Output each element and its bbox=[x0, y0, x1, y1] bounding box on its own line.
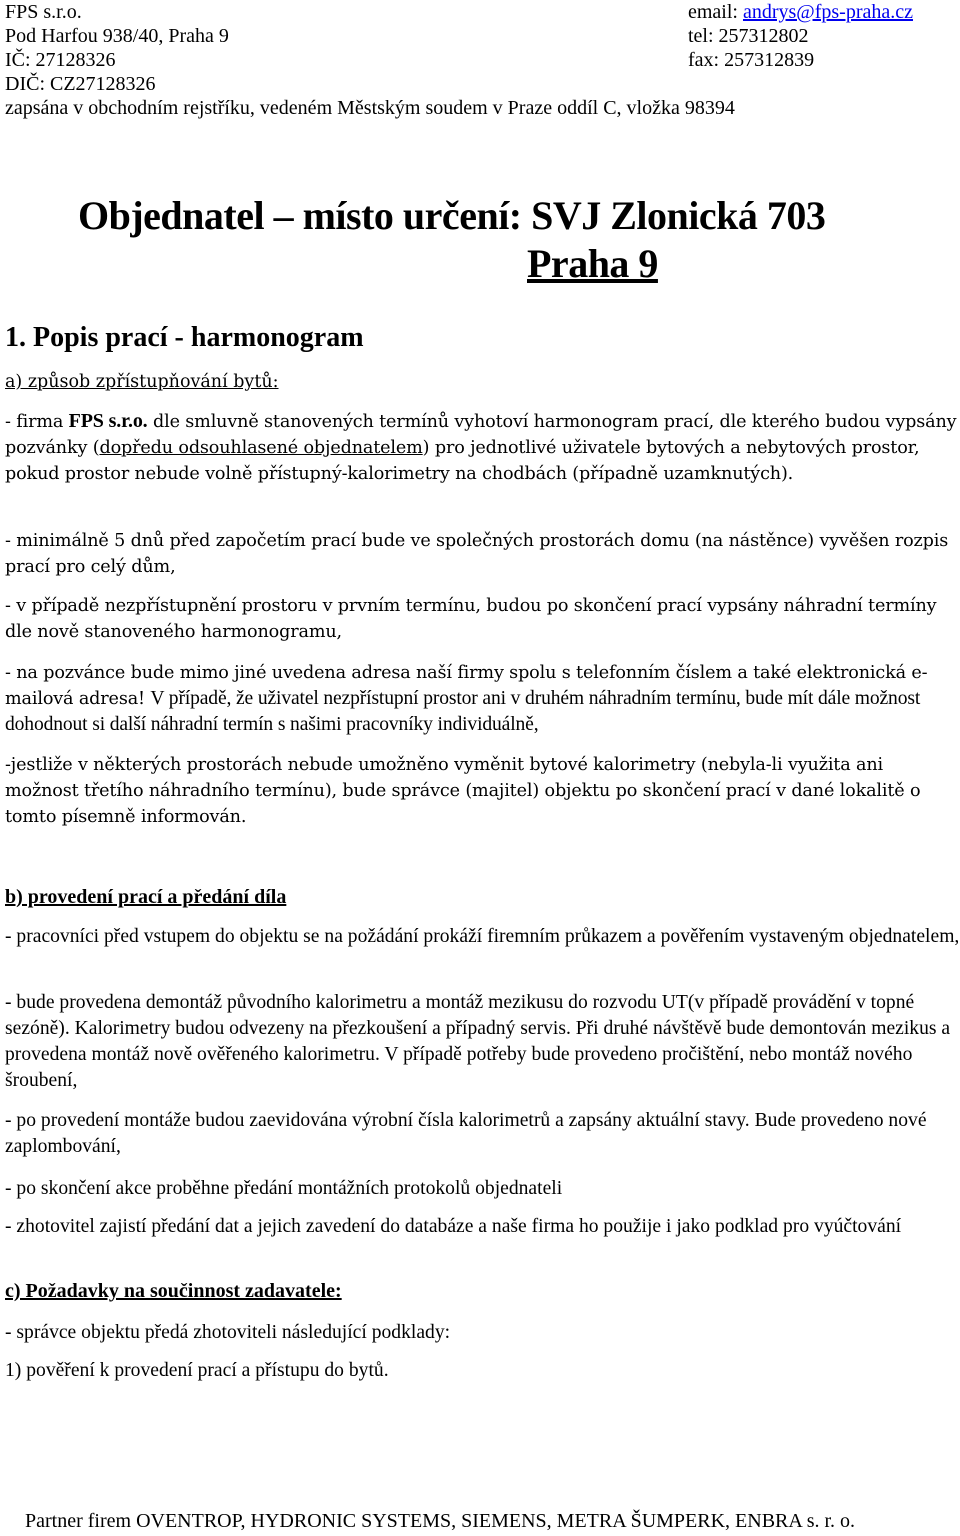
subsection-heading-a: a) způsob zpřístupňování bytů: bbox=[5, 372, 279, 392]
paragraph: - zhotovitel zajistí předání dat a jejich zavedení do databáze a naše firma ho použije i jako podklad pro vyúčtování bbox=[5, 1216, 902, 1237]
subsection-heading-c: c) Požadavky na součinnost zadavatele: bbox=[5, 1280, 342, 1302]
company-registry: zapsána v obchodním rejstříku, vedeném Městským soudem v Praze oddíl C, vložka 98394 bbox=[5, 97, 735, 119]
paragraph: - minimálně 5 dnů před započetím prací bude ve společných prostorách domu (na nástěnce) vyvěšen rozpis prací pro celý dům, bbox=[5, 531, 949, 577]
phone: tel: 257312802 bbox=[688, 25, 809, 47]
paragraph: - v případě nezpřístupnění prostoru v prvním termínu, budou po skončení prací vypsány náhradní termíny dle nově stanoveného harmonogramu, bbox=[5, 596, 937, 642]
subsection-heading-b: b) provedení prací a předání díla bbox=[5, 886, 287, 908]
email-link[interactable]: andrys@fps-praha.cz bbox=[742, 1, 913, 23]
paragraph bbox=[5, 408, 960, 487]
document-title-city: Praha 9 bbox=[527, 241, 658, 286]
email-label: email: bbox=[688, 1, 743, 23]
paragraph-text: V případě, že uživatel nezpřístupní prostor ani v druhém náhradním termínu, bude mít dále možnost dohodnout si další náhradní termín s našimi pracovníky individuálně, bbox=[5, 688, 921, 735]
paragraph: -jestliže v některých prostorách nebude umožněno vyměnit bytové kalorimetry (nebyla-li využita ani možnost třetího náhradního termínu), bude správce (majitel) objektu po skončení prací v dané lokalitě o tomto písemně informován. bbox=[5, 755, 921, 827]
company-dic: DIČ: CZ27128326 bbox=[5, 73, 156, 95]
company-address: Pod Harfou 938/40, Praha 9 bbox=[5, 25, 229, 47]
document-title: Objednatel – místo určení: SVJ Zlonická 703 bbox=[78, 193, 826, 238]
company-name-bold: FPS s.r.o. bbox=[68, 410, 148, 432]
paragraph-text: - firma bbox=[5, 412, 69, 432]
paragraph: - bude provedena demontáž původního kalorimetru a montáž mezikusu do rozvodu UT(v případě provádění v topné sezóně). Kalorimetry budou odvezeny na přezkoušení a případný servis. Při druhé návštěvě bude demontován mezikus a provedena montáž nově ověřeného kalorimetru. V případě potřeby bude provedeno pročištění, nebo montáž nového šroubení, bbox=[5, 992, 951, 1091]
section-heading: 1. Popis prací - harmonogram bbox=[5, 322, 364, 353]
fax: fax: 257312839 bbox=[688, 49, 815, 71]
paragraph bbox=[5, 660, 960, 738]
paragraph-text: ) pro jednotlivé uživatele bytových a nebytových prostor, pokud prostor nebude volně přístupný-kalorimetry na chodbách (případně uzamknutých). bbox=[5, 438, 920, 484]
paragraph: - pracovníci před vstupem do objektu se na požádání prokáží firemním průkazem a pověřením vystaveným objednatelem, bbox=[5, 926, 960, 947]
company-ic: IČ: 27128326 bbox=[5, 49, 116, 71]
paragraph-text: dle smluvně stanovených termínů vyhotoví harmonogram prací, dle kterého budou vypsány pozvánky ( bbox=[5, 412, 957, 458]
paragraph: 1) pověření k provedení prací a přístupu do bytů. bbox=[5, 1360, 389, 1381]
footer-partners: Partner firem OVENTROP, HYDRONIC SYSTEMS, SIEMENS, METRA ŠUMPERK, ENBRA s. r. o. bbox=[25, 1510, 856, 1532]
paragraph-text: - na pozvánce bude mimo jiné uvedena adresa naší firmy spolu s telefonním číslem a také elektronická e-mailová adresa! bbox=[5, 663, 928, 709]
underlined-text: dopředu odsouhlasené objednatelem bbox=[99, 438, 423, 458]
paragraph: - po provedení montáže budou zaevidována výrobní čísla kalorimetrů a zapsány aktuální stavy. Bude provedeno nové zaplombování, bbox=[5, 1110, 927, 1157]
company-name: FPS s.r.o. bbox=[5, 1, 82, 23]
paragraph: - po skončení akce proběhne předání montážních protokolů objednateli bbox=[5, 1178, 563, 1199]
paragraph: - správce objektu předá zhotoviteli následující podklady: bbox=[5, 1322, 451, 1343]
email-line bbox=[688, 0, 913, 24]
